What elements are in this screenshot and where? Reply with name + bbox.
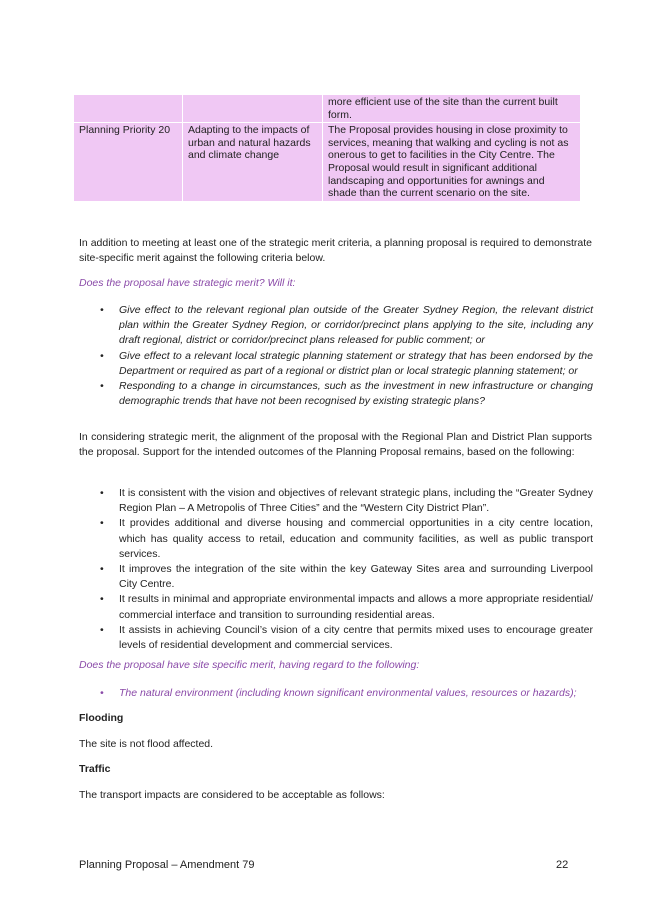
bullet-icon: • [100, 593, 104, 606]
table-cell [74, 95, 183, 123]
bullet-icon: • [100, 563, 104, 576]
list-item-text: It assists in achieving Council’s vision of a city centre that permits mixed uses to encourage greater levels of residential development and commercial services. [119, 623, 593, 652]
table-cell: Planning Priority 20 [74, 123, 183, 202]
site-merit-list [79, 686, 593, 701]
list-item [79, 562, 593, 592]
list-item-text: Give effect to the relevant regional plan outside of the Greater Sydney Region, the relevant district plan within the Greater Sydney Region, or corridor/precinct plans applying to the site, including any draft regional, district or corridor/precinct plans released for public comment; or [119, 304, 593, 347]
list-item-text: It provides additional and diverse housing and commercial opportunities in a city centre location, which has quality access to retail, education and community facilities, as well as public transport services. [119, 517, 593, 560]
bullet-icon: • [100, 349, 104, 362]
table-cell [183, 95, 323, 123]
list-item [79, 516, 593, 562]
list-item [79, 486, 593, 516]
planning-priority-table [73, 94, 581, 202]
table-cell: Adapting to the impacts of urban and natural hazards and climate change [183, 123, 323, 202]
table-row [74, 95, 581, 123]
list-item-text: Give effect to a relevant local strategic planning statement or strategy that has been endorsed by the Department or required as part of a regional or district plan or local strategic planning statement; or [119, 349, 593, 377]
table-cell: more efficient use of the site than the current built form. [323, 95, 581, 123]
strategic-merit-paragraph: In considering strategic merit, the alignment of the proposal with the Regional Plan and District Plan supports the proposal. Support for the intended outcomes of the Planning Proposal remains, based on the following: [79, 431, 592, 459]
list-item-text: It results in minimal and appropriate environmental impacts and allows a more appropriate residential/ commercial interface and transition to surrounding residential areas. [119, 593, 593, 621]
strategic-merit-list [79, 303, 593, 409]
page-number: 22 [556, 859, 569, 871]
list-item [79, 379, 593, 409]
list-item [79, 623, 593, 653]
traffic-heading: Traffic [79, 763, 111, 775]
flooding-text: The site is not flood affected. [79, 738, 214, 750]
bullet-icon: • [100, 380, 104, 393]
list-item-text: Responding to a change in circumstances, such as the investment in new infrastructure or changing demographic trends that have not been recognised by existing strategic plans? [119, 380, 593, 408]
list-item [79, 349, 593, 379]
strategic-merit-question: Does the proposal have strategic merit? Will it: [79, 277, 296, 289]
bullet-icon: • [100, 517, 104, 530]
list-item [79, 592, 593, 622]
table-row [74, 123, 581, 202]
site-merit-question: Does the proposal have site specific merit, having regard to the following: [79, 659, 420, 671]
flooding-heading: Flooding [79, 712, 124, 724]
list-item [79, 303, 593, 349]
list-item-text: It improves the integration of the site within the key Gateway Sites area and surrounding Liverpool City Centre. [119, 563, 593, 591]
traffic-text: The transport impacts are considered to be acceptable as follows: [79, 789, 385, 801]
list-item-text: The natural environment (including known significant environmental values, resources or hazards); [119, 687, 577, 699]
footer-title: Planning Proposal – Amendment 79 [79, 859, 255, 871]
bullet-icon: • [100, 623, 104, 636]
bullet-icon: • [100, 304, 104, 316]
list-item-text: It is consistent with the vision and objectives of relevant strategic plans, including the “Greater Sydney Region Plan – A Metropolis of Three Cities” and the “Western City District Plan”. [119, 487, 593, 515]
bullet-icon: • [100, 687, 104, 699]
table-cell: The Proposal provides housing in close proximity to services, meaning that walking and cycling is not as onerous to get to facilities in the City Centre. The Proposal would result in significant additional landscaping and opportunities for awnings and shade than the current scenario on the site. [323, 123, 581, 202]
bullet-icon: • [100, 487, 104, 499]
intro-paragraph: In addition to meeting at least one of the strategic merit criteria, a planning proposal is required to demonstrate site-specific merit against the following criteria below. [79, 237, 592, 265]
support-list [79, 486, 593, 653]
list-item [79, 686, 593, 701]
